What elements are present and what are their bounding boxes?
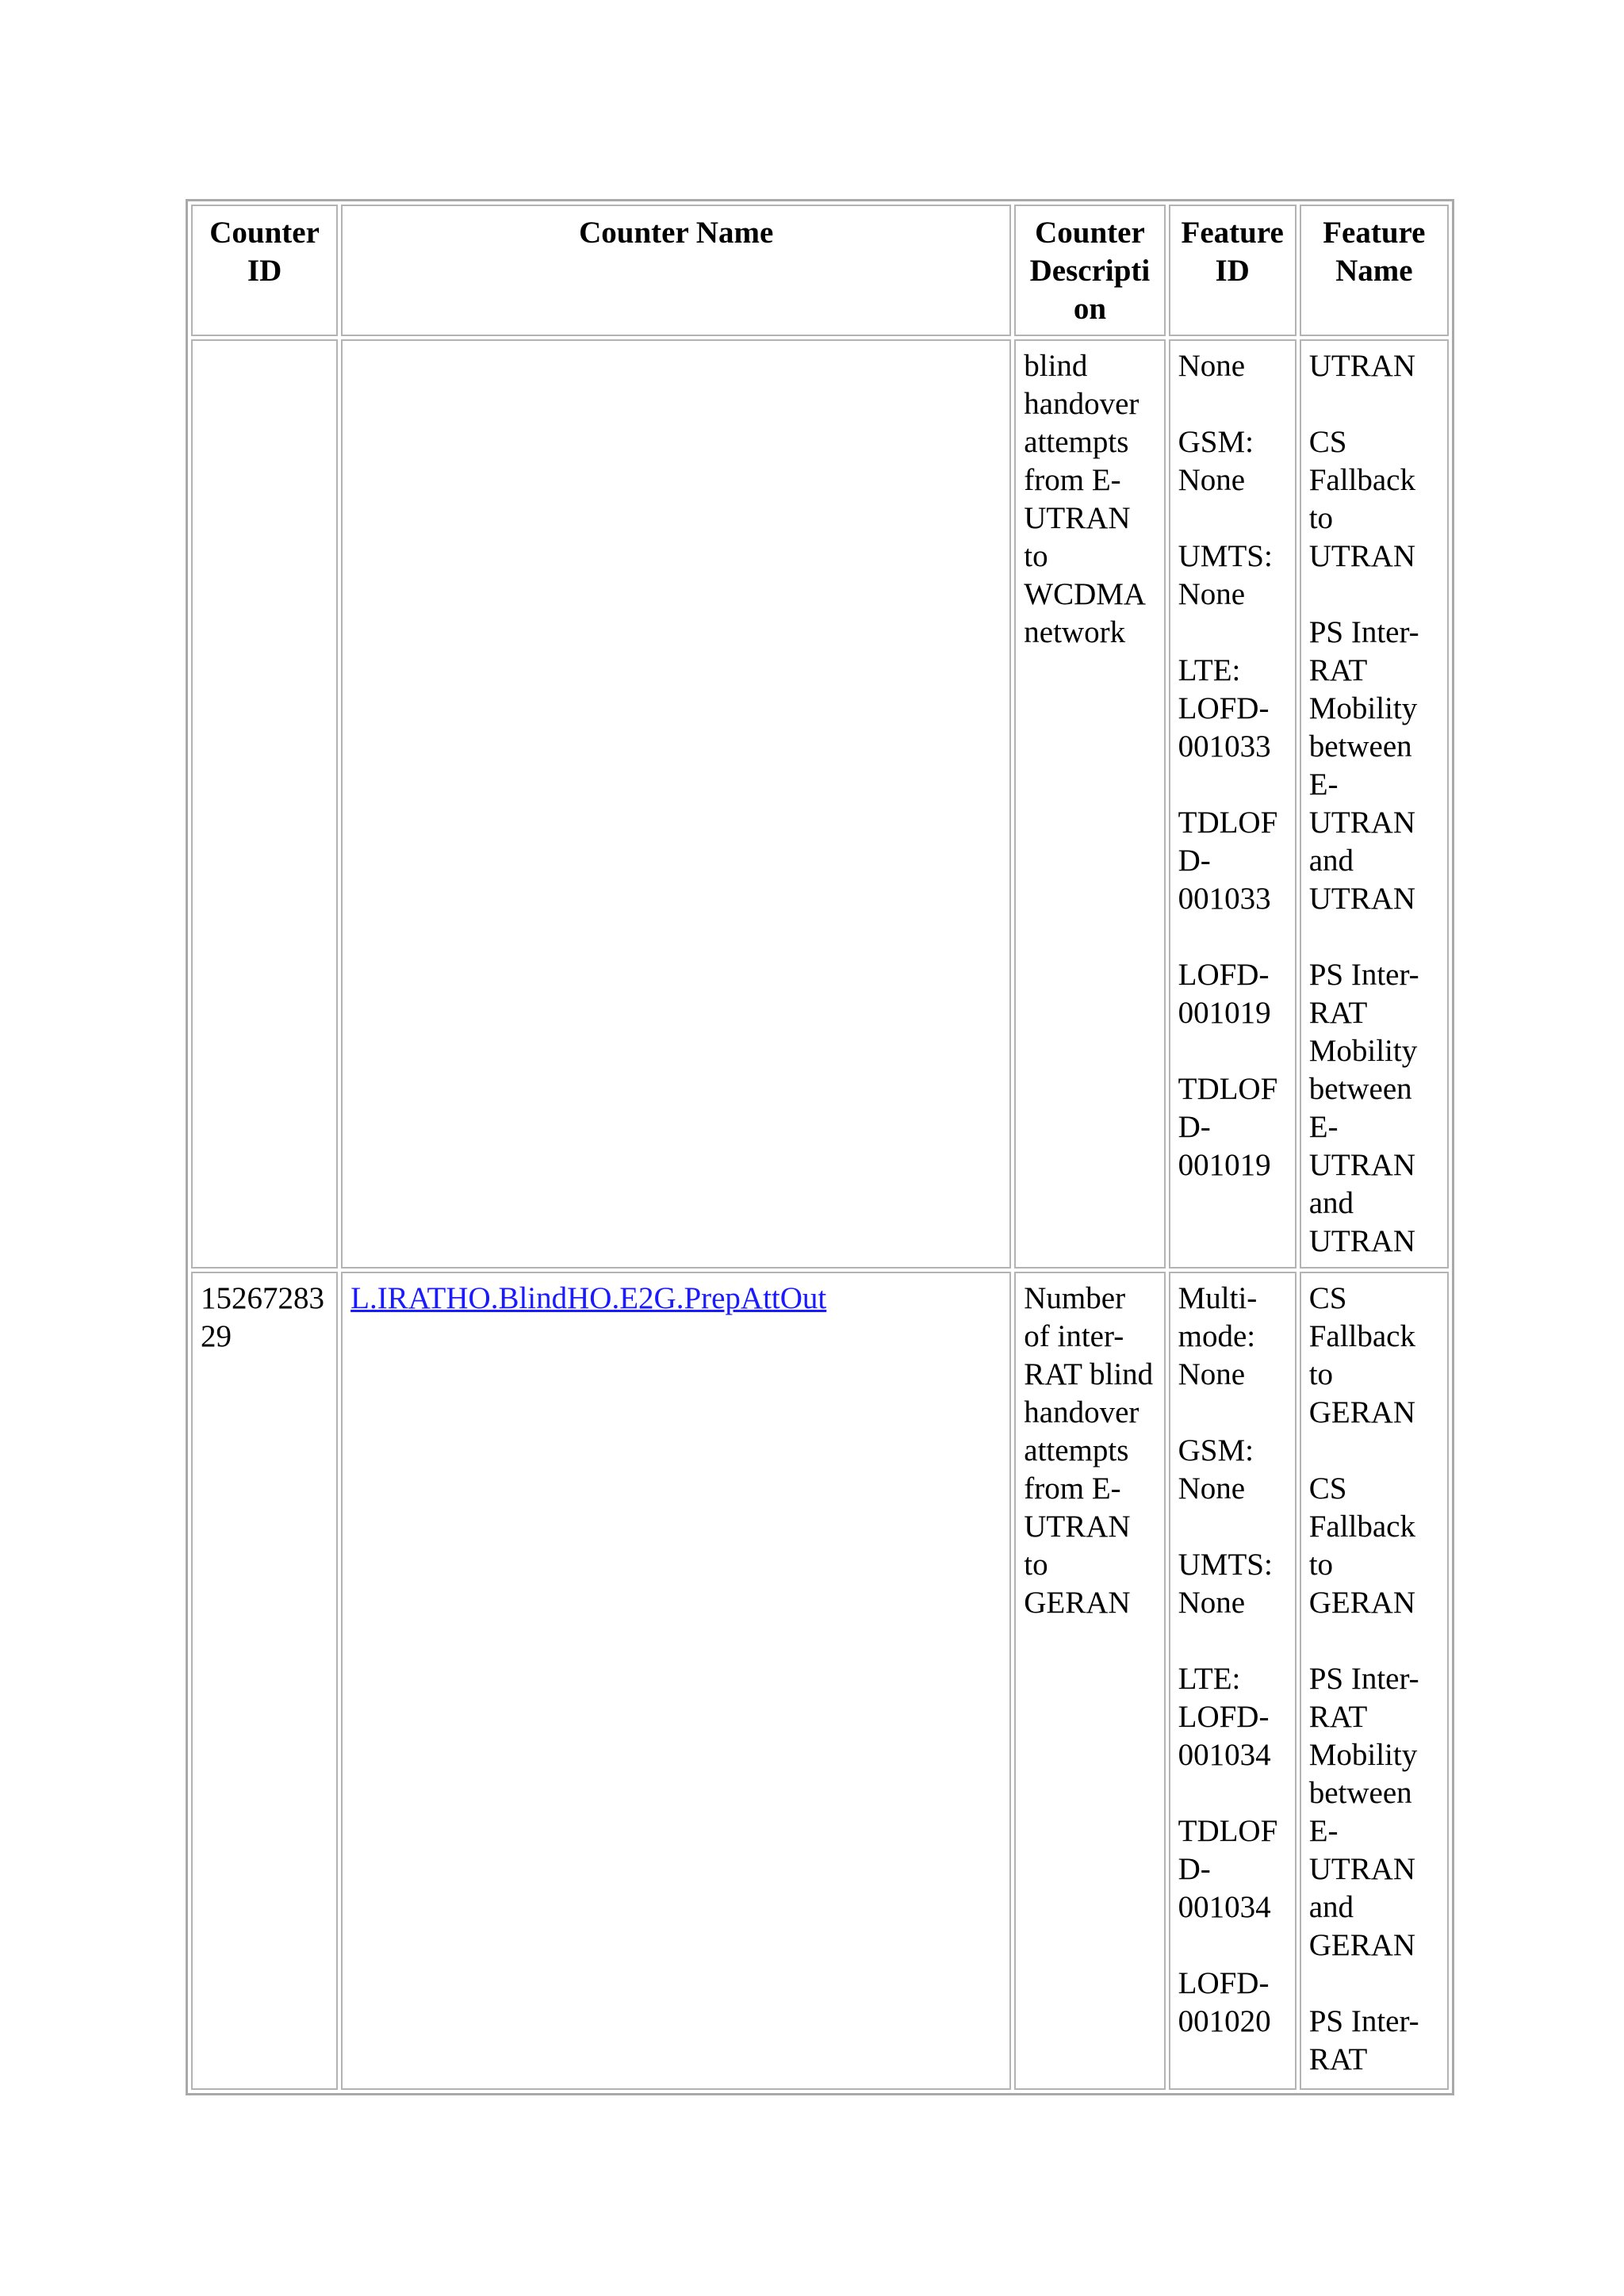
feature-name-item: PS Inter-RAT xyxy=(1308,2004,1419,2076)
feature-id-item: GSM: None xyxy=(1178,1433,1254,1506)
header-feature-name: Feature Name xyxy=(1300,205,1449,336)
header-counter-name: Counter Name xyxy=(341,205,1011,336)
feature-id-item: UMTS: None xyxy=(1178,539,1273,611)
cell-feature-id xyxy=(1169,339,1297,1269)
feature-id-item: Multi-mode: None xyxy=(1178,1281,1258,1391)
feature-id-item: None xyxy=(1178,349,1246,383)
header-counter-description: Counter Descripti on xyxy=(1014,205,1165,336)
cell-counter-name xyxy=(341,1272,1011,2090)
counter-table xyxy=(186,199,1454,2095)
feature-name-item: UTRAN xyxy=(1308,349,1416,383)
feature-id-item: UMTS: None xyxy=(1178,1548,1273,1620)
feature-id-item: TDLOFD-001019 xyxy=(1178,1072,1278,1182)
cell-feature-id xyxy=(1169,1272,1297,2090)
cell-counter-name xyxy=(341,339,1011,1269)
cell-counter-id xyxy=(191,339,338,1269)
feature-id-item: LTE: LOFD-001034 xyxy=(1178,1662,1271,1772)
table-row xyxy=(191,1272,1449,2090)
feature-id-item: GSM: None xyxy=(1178,425,1254,497)
feature-name-item: CS Fallback to GERAN xyxy=(1308,1281,1416,1429)
feature-name-item: PS Inter-RAT Mobility between E-UTRAN and GERAN xyxy=(1308,1662,1419,1962)
table-row xyxy=(191,339,1449,1269)
cell-feature-name xyxy=(1300,339,1449,1269)
header-feature-id: Feature ID xyxy=(1169,205,1297,336)
feature-id-item: LOFD-001020 xyxy=(1178,1966,1271,2038)
counter-name-link[interactable]: L.IRATHO.BlindHO.E2G.PrepAttOut xyxy=(350,1281,827,1315)
feature-name-item: PS Inter-RAT Mobility between E-UTRAN and UTRAN xyxy=(1308,615,1419,916)
cell-counter-id: 1526728329 xyxy=(191,1272,338,2090)
cell-counter-description: blind handover attempts from E-UTRAN to WCDMA network xyxy=(1014,339,1165,1269)
table-header-row xyxy=(191,205,1449,336)
feature-id-item: TDLOFD-001033 xyxy=(1178,806,1278,916)
feature-id-item: TDLOFD-001034 xyxy=(1178,1814,1278,1924)
feature-name-item: CS Fallback to GERAN xyxy=(1308,1471,1416,1620)
feature-id-item: LTE: LOFD-001033 xyxy=(1178,653,1271,763)
header-counter-id: Counter ID xyxy=(191,205,338,336)
cell-counter-description: Number of inter-RAT blind handover attempts from E-UTRAN to GERAN xyxy=(1014,1272,1165,2090)
feature-id-item: LOFD-001019 xyxy=(1178,958,1271,1030)
feature-name-item: PS Inter-RAT Mobility between E-UTRAN and UTRAN xyxy=(1308,958,1419,1258)
cell-feature-name xyxy=(1300,1272,1449,2090)
feature-name-item: CS Fallback to UTRAN xyxy=(1308,425,1416,573)
